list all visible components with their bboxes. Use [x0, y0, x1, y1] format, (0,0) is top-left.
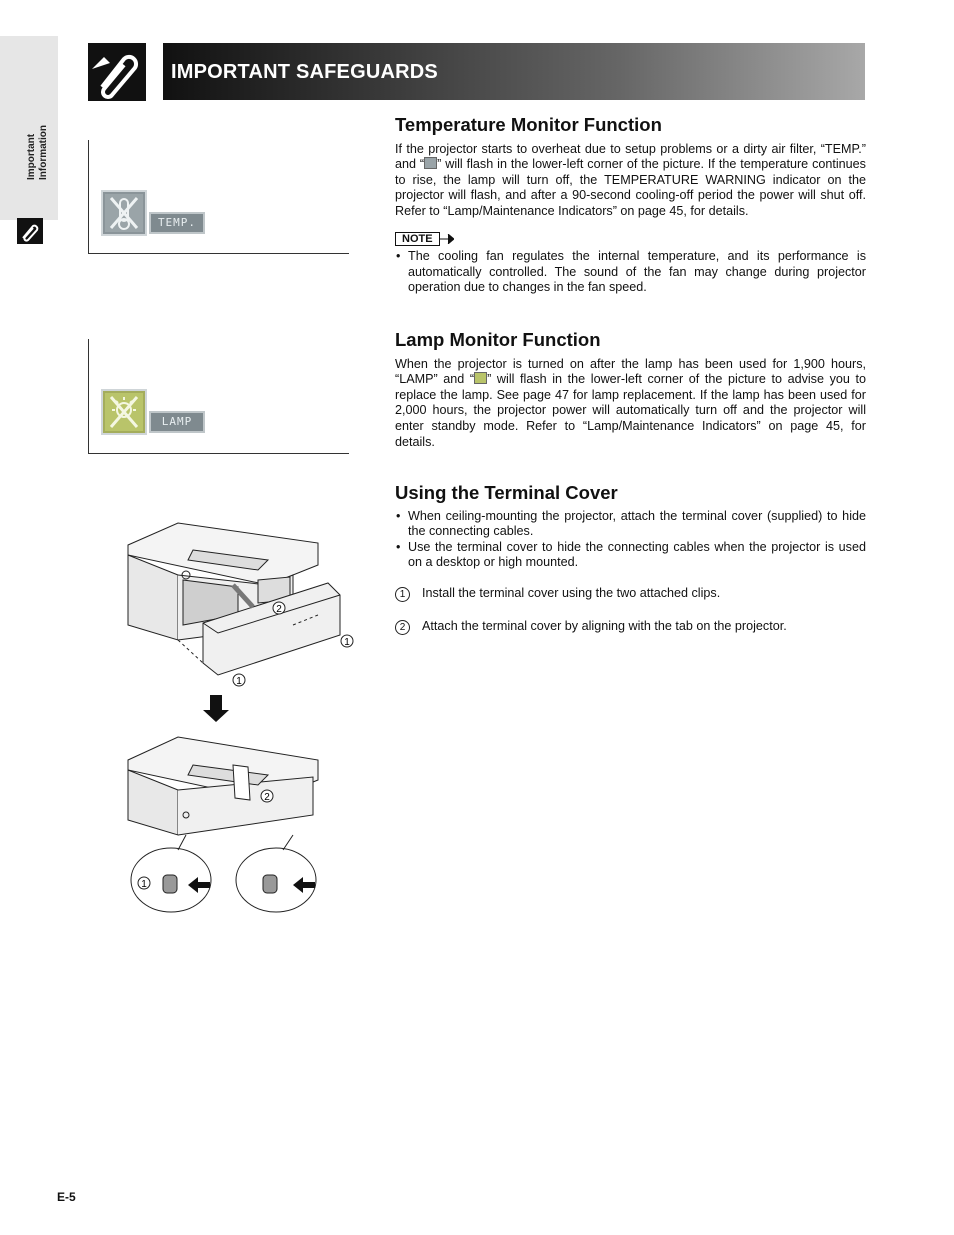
temp-inline-icon	[424, 157, 437, 169]
step-2-text: Attach the terminal cover by aligning with the tab on the projector.	[422, 618, 787, 633]
sidebar-label-line2: Information	[38, 125, 49, 180]
lamp-heading: Lamp Monitor Function	[395, 329, 601, 350]
lamp-section	[395, 329, 867, 450]
lamp-body	[395, 357, 866, 451]
sidebar-tab	[0, 36, 58, 220]
lamp-body-text1: When the projector is turned on after the lamp has been used for 1,900 hours, “LAMP” and “	[395, 356, 866, 387]
down-arrow-icon	[203, 695, 229, 722]
step-1	[395, 586, 866, 602]
temp-warning-icon	[101, 190, 147, 236]
lamp-warning-icon	[101, 389, 147, 435]
terminal-bullet-1: • When ceiling-mounting the projector, attach the terminal cover (supplied) to hide the connecting cables.	[395, 509, 866, 540]
step-2-number: 2	[395, 620, 410, 635]
terminal-cover-illustration	[118, 515, 368, 915]
note-item: • The cooling fan regulates the internal temperature, and its performance is automatically controlled. The sound of the fan may change during projector operation due to changes in the fan speed.	[395, 249, 866, 296]
note-arrow-icon	[440, 234, 454, 244]
lamp-inline-icon	[474, 372, 487, 384]
temperature-body	[395, 142, 866, 220]
callout-1-right: 1	[344, 637, 350, 648]
page-number: E-5	[57, 1190, 76, 1204]
paperclip-icon	[88, 43, 146, 101]
lamp-osd-label: LAMP	[149, 411, 205, 433]
callout-2-bottom: 2	[264, 792, 270, 803]
temperature-heading: Temperature Monitor Function	[395, 114, 662, 135]
temperature-body-text2: ” will flash in the lower-left corner of the picture. If the temperature continues to rise, the lamp will turn off, the TEMPERATURE WARNING indicator on the projector will flash, and after a 90-second cooling-off period the power will shut off. Refer to “Lamp/Maintenance Indicators” on page 45, for details.	[395, 157, 866, 218]
header-banner	[163, 43, 865, 100]
lamp-body-text2: ” will flash in the lower-left corner of the picture to advise you to replace the lamp. See page 47 for lamp replacement. If the lamp has been used for 2,000 hours, the projector power will automatically turn off and the projector will enter standby mode. Refer to “Lamp/Maintenance Indicators” on page 45, for details.	[395, 372, 867, 449]
sidebar-label-line1: Important	[26, 133, 37, 180]
temperature-body-text1: If the projector starts to overheat due to setup problems or a dirty air filter, “TEMP.” and “	[395, 141, 866, 172]
lamp-osd-frame	[88, 339, 349, 454]
temperature-section	[395, 114, 866, 296]
temp-osd-label: TEMP.	[149, 212, 205, 234]
callout-1-bottom: 1	[236, 676, 242, 687]
terminal-heading: Using the Terminal Cover	[395, 482, 618, 503]
note-label: NOTE	[395, 232, 440, 246]
step-1-number: 1	[395, 587, 410, 602]
callout-1-magnified: 1	[141, 879, 147, 890]
paperclip-icon	[17, 218, 43, 244]
step-1-text: Install the terminal cover using the two attached clips.	[422, 585, 721, 600]
note-badge	[395, 232, 454, 246]
page-title: IMPORTANT SAFEGUARDS	[171, 61, 438, 83]
callout-2-top: 2	[276, 604, 282, 615]
temp-osd-frame	[88, 140, 349, 254]
step-2	[395, 619, 866, 635]
sidebar-label	[10, 110, 50, 180]
terminal-bullet-2: • Use the terminal cover to hide the connecting cables when the projector is used on a desktop or high mounted.	[395, 540, 866, 571]
terminal-section	[395, 482, 866, 634]
